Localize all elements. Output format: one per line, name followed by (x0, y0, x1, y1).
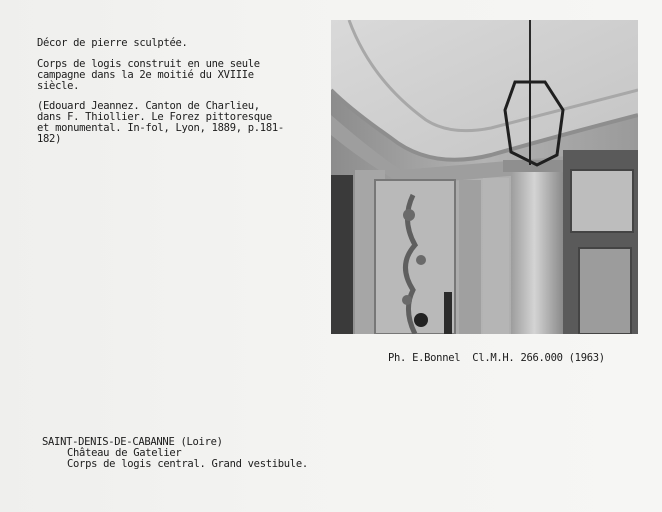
citation-line4: 182) (37, 133, 62, 145)
location-title: SAINT-DENIS-DE-CABANNE (Loire) (42, 436, 223, 448)
building-name: Château de Gatelier (67, 447, 182, 459)
citation-line2: dans F. Thiollier. Le Forez pittoresque (37, 111, 272, 123)
description-para1-line2: campagne dans la 2e moitié du XVIIIe (37, 69, 254, 81)
photograph-icon (331, 20, 638, 334)
citation-line3: et monumental. In-fol, Lyon, 1889, p.181- (37, 122, 284, 134)
photo-credit: Ph. E.Bonnel Cl.M.H. 266.000 (1963) (388, 352, 605, 364)
room-name: Corps de logis central. Grand vestibule. (67, 458, 308, 470)
description-title: Décor de pierre sculptée. (37, 37, 188, 49)
description-para1-line1: Corps de logis construit en une seule (37, 58, 260, 70)
description-para1-line3: siècle. (37, 80, 80, 92)
vestibule-photograph (331, 20, 638, 334)
citation-line1: (Edouard Jeannez. Canton de Charlieu, (37, 100, 260, 112)
